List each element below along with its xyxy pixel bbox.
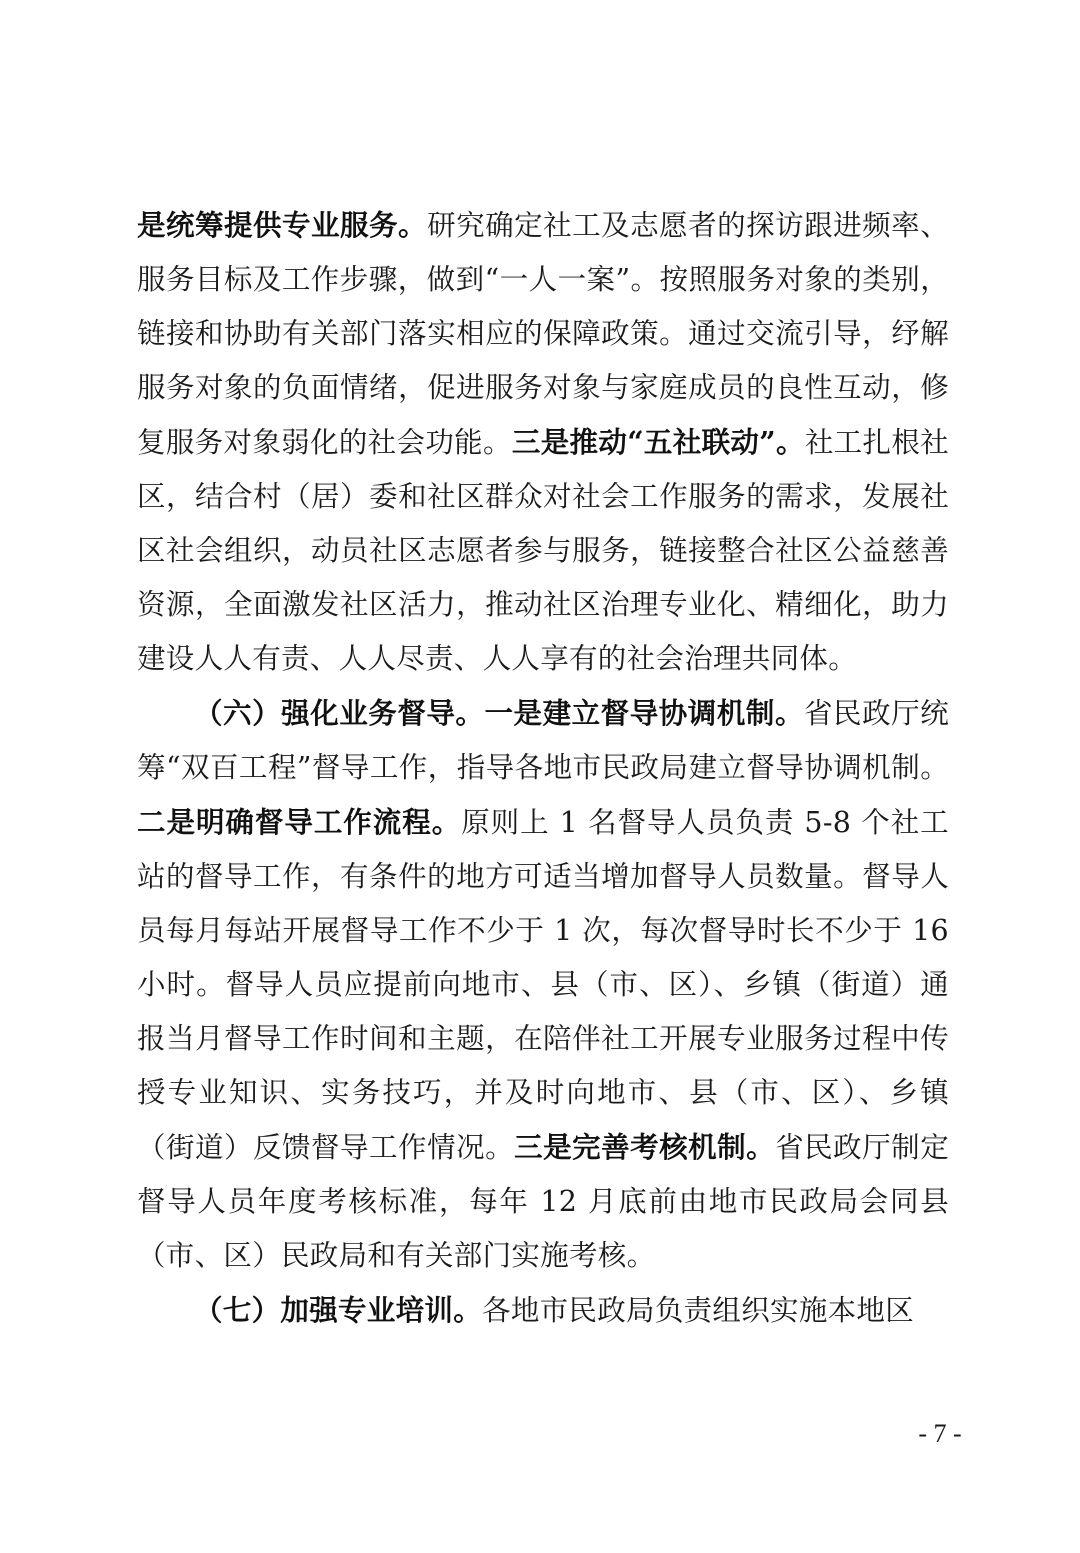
bold-heading: 是统筹提供专业服务。 — [137, 208, 428, 242]
bold-heading: 三是完善考核机制。 — [514, 1130, 776, 1164]
section-heading: （七）加强专业培训。 — [194, 1293, 483, 1327]
body-run: 社工扎根社区，结合村（居）委和社区群众对社会工作服务的需求，发展社区社会组织，动员社区志愿者参与服务，链接整合社区公益慈善资源，全面激发社区活力，推动社区治理专业化、精细化，助力建设人人有责、人人尽责、人人享有的社会治理共同体。 — [137, 426, 949, 675]
body-run: 原则上 1 名督导人员负责 5-8 个社工站的督导工作，有条件的地方可适当增加督导人员数量。督导人员每月每站开展督导工作不少于 1 次，每次督导时长不少于 16 小时。督导人员应提前向地市、县（市、区）、乡镇（街道）通报当月督导工作时间和主题，在陪伴社工开展专业服务过程中传授专业知识、实务技巧，并及时向地市、县（市、区）、乡镇（街道）反馈督导工作情况。 — [137, 806, 949, 1164]
body-text — [137, 198, 949, 1338]
body-run: 研究确定社工及志愿者的探访跟进频率、服务目标及工作步骤，做到“一人一案”。按照服务对象的类别，链接和协助有关部门落实相应的保障政策。通过交流引导，纾解服务对象的负面情绪，促进服务对象与家庭成员的良性互动，修复服务对象弱化的社会功能。 — [137, 209, 949, 459]
body-run: 省民政厅制定督导人员年度考核标准，每年 12 月底前由地市民政局会同县（市、区）民政局和有关部门实施考核。 — [137, 1131, 949, 1272]
body-run: 各地市民政局负责组织实施本地区 — [482, 1294, 915, 1327]
paragraph-supervision — [137, 686, 949, 1283]
paragraph-services — [137, 198, 949, 686]
section-heading: （六）强化业务督导。一是建立督导协调机制。 — [194, 696, 804, 730]
bold-heading: 三是推动“五社联动”。 — [511, 425, 805, 459]
paragraph-training — [137, 1283, 949, 1338]
page-number: - 7 - — [918, 1419, 962, 1448]
bold-heading: 二是明确督导工作流程。 — [137, 805, 462, 839]
body-run: 省民政厅统筹“双百工程”督导工作，指导各地市民政局建立督导协调机制。 — [137, 697, 949, 784]
